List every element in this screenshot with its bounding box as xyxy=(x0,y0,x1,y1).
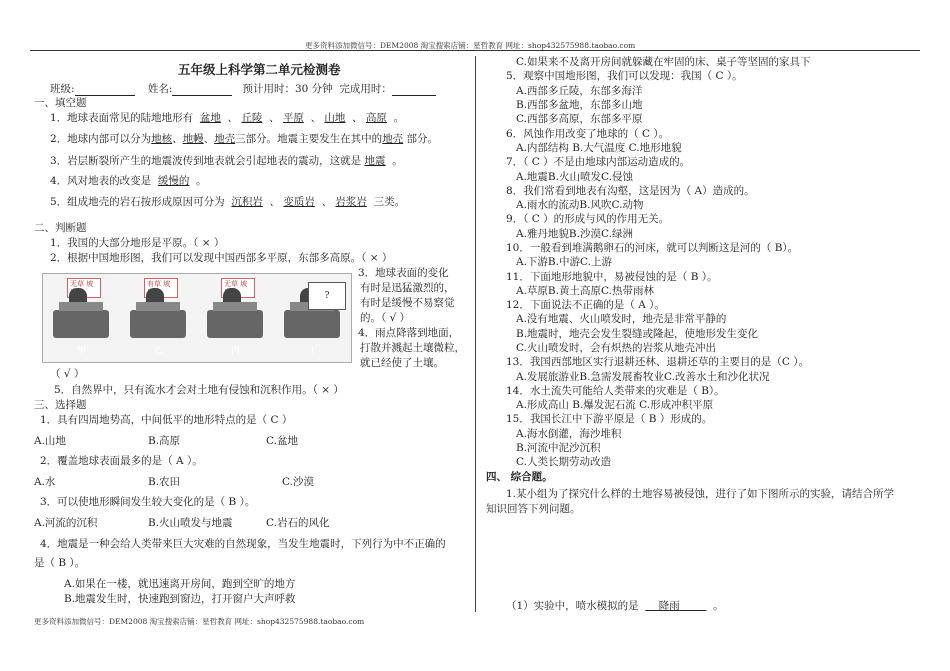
judge-q4-answer: （ √ ） xyxy=(50,368,85,380)
essay-sub-q1 xyxy=(506,600,724,613)
right-line: C.西部多高原，东部多平原 xyxy=(516,113,643,125)
fill-q3-answer: 地震 xyxy=(364,155,386,167)
figure-panel-jia xyxy=(43,274,120,362)
right-line: A.发展旅游业B.急需发展畜牧业C.改善水土和沙化状况 xyxy=(516,371,770,383)
fill-q2-answer: 地幔 xyxy=(182,133,204,145)
done-label: 完成用时： xyxy=(339,83,392,95)
judge-q1: 1．我国的大部分地形是平原。（ × ） xyxy=(50,237,225,249)
right-line: 13．我国西部地区实行退耕还林、退耕还草的主要目的是（C ）。 xyxy=(506,356,809,368)
essay-sub-q1-text: （1）实验中，喷水模拟的是 xyxy=(506,600,639,612)
right-line: B.西部多盆地，东部多山地 xyxy=(516,99,643,111)
fill-q5: 5．组成地壳的岩石按形成原因可分为 沉积岩 、 变质岩 、 岩浆岩 三类。 xyxy=(50,196,406,208)
time-label: 预计用时：30 分钟 xyxy=(242,83,333,95)
right-line: A.没有地震、火山喷发时，地壳是非常平静的 xyxy=(516,313,727,325)
section-4-heading: 四、 综合题。 xyxy=(486,471,553,483)
fill-q4: 4．风对地表的改变是 缓慢的 。 xyxy=(50,175,207,187)
fill-q2-answer: 地壳 xyxy=(382,133,404,145)
done-blank[interactable] xyxy=(392,85,436,96)
essay-sub-q1-answer: 降雨 xyxy=(658,600,680,612)
right-line: 9．（ C ）的形成与风的作用无关。 xyxy=(506,213,670,225)
name-label: 姓名: xyxy=(147,83,173,95)
judge-q3-line: 有时是迅猛激烈的， xyxy=(360,282,455,294)
right-line: B.河流中泥沙沉积 xyxy=(516,442,601,454)
essay-q1: 1.某小组为了探究什么样的土地容易被侵蚀，进行了如下图所示的实验，请结合所学 xyxy=(506,488,895,500)
choice-q1-option: B.高原 xyxy=(148,435,181,447)
choice-q2-option: B.农田 xyxy=(148,476,181,488)
right-line: 6．风蚀作用改变了地球的（ C ）。 xyxy=(506,128,670,140)
choice-q1-option: C.盆地 xyxy=(266,435,298,447)
fill-q5-answer: 岩浆岩 xyxy=(335,196,367,208)
choice-q2-option: C.沙漠 xyxy=(282,476,314,488)
header-rule xyxy=(30,50,920,51)
soil-tray xyxy=(284,310,340,338)
right-line: 11．下面地形地貌中，易被侵蚀的是（ B ）。 xyxy=(506,271,718,283)
student-info-row xyxy=(50,83,436,96)
fill-q5-answer: 沉积岩 xyxy=(231,196,263,208)
right-line: C.火山喷发时，会有炽热的岩浆从地壳冲出 xyxy=(516,342,716,354)
choice-q4-cont: 是（ B ）。 xyxy=(34,557,86,569)
fill-q1-answer: 盆地 xyxy=(199,112,221,124)
fill-q1-answer: 山地 xyxy=(324,112,346,124)
figure-panel-bing xyxy=(197,274,274,362)
fill-q2-text: 2．地球内部可以分为 xyxy=(50,133,152,145)
fill-q5-text: 三类。 xyxy=(373,196,406,208)
figure-label: 丙 xyxy=(230,346,240,356)
choice-q4-option: B.地震发生时，快速跑到窗边，打开窗户大声呼救 xyxy=(64,593,296,605)
page-footer-text: 更多资料添加微信号：DEM2008 淘宝搜索店铺：星哲教育 网址：shop432575988.taobao.com xyxy=(34,617,365,626)
right-line: 8．我们常看到地表有沟壑，这是因为（ A）造成的。 xyxy=(506,185,755,197)
figure-tag: 无草 坡 xyxy=(221,278,255,298)
right-line: B.地震时，地壳会发生裂缝或隆起，使地形发生变化 xyxy=(516,328,759,340)
figure-label: 丁 xyxy=(307,346,317,356)
right-line: A.下游B.中游C.上游 xyxy=(516,256,612,268)
question-sign: ? xyxy=(308,282,346,310)
fill-q1-answer: 丘陵 xyxy=(241,112,263,124)
right-line: 10．一般看到堆满鹅卵石的河床，就可以判断这是河的（ B）。 xyxy=(506,242,799,254)
figure-label: 乙 xyxy=(153,346,163,356)
right-line: C.如果来不及离开房间就躲藏在牢固的床、桌子等坚固的家具下 xyxy=(516,56,811,68)
fill-q3: 3．岩层断裂所产生的地震波传到地表就会引起地表的震动，这就是 地震 。 xyxy=(50,155,403,167)
choice-q1-option: A.山地 xyxy=(34,435,66,447)
judge-q4-line: 4．雨点降落到地面， xyxy=(358,327,460,339)
fill-q3-text: 3．岩层断裂所产生的地震波传到地表就会引起地表的震动，这就是 xyxy=(50,155,362,167)
right-line: 12．下面说法不正确的是（ A ）。 xyxy=(506,299,665,311)
figure-panel-yi xyxy=(120,274,197,362)
choice-q2-option: A.水 xyxy=(34,476,56,488)
judge-q5: 5．自然界中，只有流水才会对土地有侵蚀和沉积作用。（ × ） xyxy=(54,384,344,396)
figure-tag: 有草 坡 xyxy=(144,278,178,298)
right-line: A.雅丹地貌B.沙漠C.绿洲 xyxy=(516,228,633,240)
fill-q2: 2．地球内部可以分为地核、地幔、地壳三部分。地震主要发生在其中的地壳 部分。 xyxy=(50,133,439,145)
right-line: A.雨水的流动B.风吹C.动物 xyxy=(516,199,644,211)
soil-tray xyxy=(207,310,263,338)
essay-sub-q1-end: 。 xyxy=(713,600,724,612)
fill-q4-answer: 缓慢的 xyxy=(157,175,190,187)
class-blank[interactable] xyxy=(75,85,135,96)
judge-q3-line: 有时是缓慢不易察觉 xyxy=(360,297,455,309)
judge-q4-line: 打散并溅起土壤微粒， xyxy=(360,342,465,354)
choice-q4: 4．地震是一种会给人类带来巨大灾难的自然现象，当发生地震时，下列行为中不正确的 xyxy=(40,538,446,550)
page-header-text: 更多资料添加微信号：DEM2008 淘宝搜索店铺：星哲教育 网址：shop432575988.taobao.com xyxy=(305,41,636,50)
fill-q5-text: 5．组成地壳的岩石按形成原因可分为 xyxy=(50,196,225,208)
choice-q3: 3．可以使地形瞬间发生较大变化的是（ B ）。 xyxy=(40,496,256,508)
right-line: A.形成高山 B.爆发泥石流 C.形成冲积平原 xyxy=(516,399,714,411)
choice-q4-option: A.如果在一楼，就迅速离开房间，跑到空旷的地方 xyxy=(64,578,296,590)
right-line: 7．（ C ）不是由地球内部运动造成的。 xyxy=(506,156,691,168)
section-1-heading: 一、填空题 xyxy=(34,97,87,109)
soil-tray xyxy=(130,310,186,338)
judge-q3-line: 的。（ √ ） xyxy=(360,312,411,324)
choice-q2: 2．覆盖地球表面最多的是（ A ）。 xyxy=(40,455,203,467)
right-line: C.人类长期劳动改造 xyxy=(516,456,611,468)
fill-q2-text: 三部分。地震主要发生在其中的 xyxy=(235,133,383,145)
fill-q5-answer: 变质岩 xyxy=(283,196,315,208)
judge-q2: 2．根据中国地形图，我们可以发现中国西部多平原，东部多高原。（ × ） xyxy=(50,252,393,264)
judge-q4-line: 就已经使了土壤。 xyxy=(360,357,444,369)
fill-q1-text: 1．地球表面常见的陆地地形有 xyxy=(50,112,194,124)
right-line: 14．水土流失可能给人类带来的灾难是（ B）。 xyxy=(506,385,725,397)
right-line: A.草原B.黄土高原C.热带雨林 xyxy=(516,285,654,297)
right-line: 5．观察中国地形图，我们可以发现：我国（ C ）。 xyxy=(506,70,743,82)
choice-q3-option: B.火山喷发与地震 xyxy=(148,517,233,529)
choice-q3-option: A.河流的沉积 xyxy=(34,517,98,529)
soil-tray xyxy=(53,310,109,338)
right-line: A.内部结构 B.大气温度 C.地形地貌 xyxy=(516,142,682,154)
fill-q2-text: 部分。 xyxy=(406,133,439,145)
section-3-heading: 三、选择题 xyxy=(34,399,87,411)
right-line: A.西部多丘陵，东部多海洋 xyxy=(516,85,643,97)
fill-q4-text: 4．风对地表的改变是 xyxy=(50,175,152,187)
column-divider xyxy=(475,56,476,612)
right-line: A.地震B.火山喷发C.侵蚀 xyxy=(516,171,633,183)
fill-q2-answer: 地核 xyxy=(151,133,173,145)
fill-q1-answer: 高原 xyxy=(365,112,387,124)
right-line: A.海水倒灌，海沙堆积 xyxy=(516,428,622,440)
judge-q3-line: 3．地球表面的变化 xyxy=(358,267,449,279)
class-label: 班级: xyxy=(50,83,75,95)
essay-q1-cont: 知识回答下列问题。 xyxy=(486,503,581,515)
figure-tag: 无草 坡 xyxy=(67,278,101,298)
choice-q3-option: C.岩石的风化 xyxy=(266,517,330,529)
figure-label: 甲 xyxy=(76,346,86,356)
fill-q1: 1．地球表面常见的陆地地形有 盆地 、 丘陵 、 平原 、 山地 、 高原 。 xyxy=(50,112,405,124)
experiment-figure xyxy=(42,273,352,363)
fill-q1-answer: 平原 xyxy=(282,112,304,124)
choice-q1: 1．具有四周地势高，中间低平的地形特点的是（ C ） xyxy=(40,414,293,426)
section-2-heading: 二、判断题 xyxy=(34,222,87,234)
fill-q2-answer: 地壳 xyxy=(214,133,236,145)
page-title: 五年级上科学第二单元检测卷 xyxy=(178,62,341,77)
right-line: 15．我国长江中下游平原是（ B ）形成的。 xyxy=(506,413,713,425)
name-blank[interactable] xyxy=(172,85,232,96)
